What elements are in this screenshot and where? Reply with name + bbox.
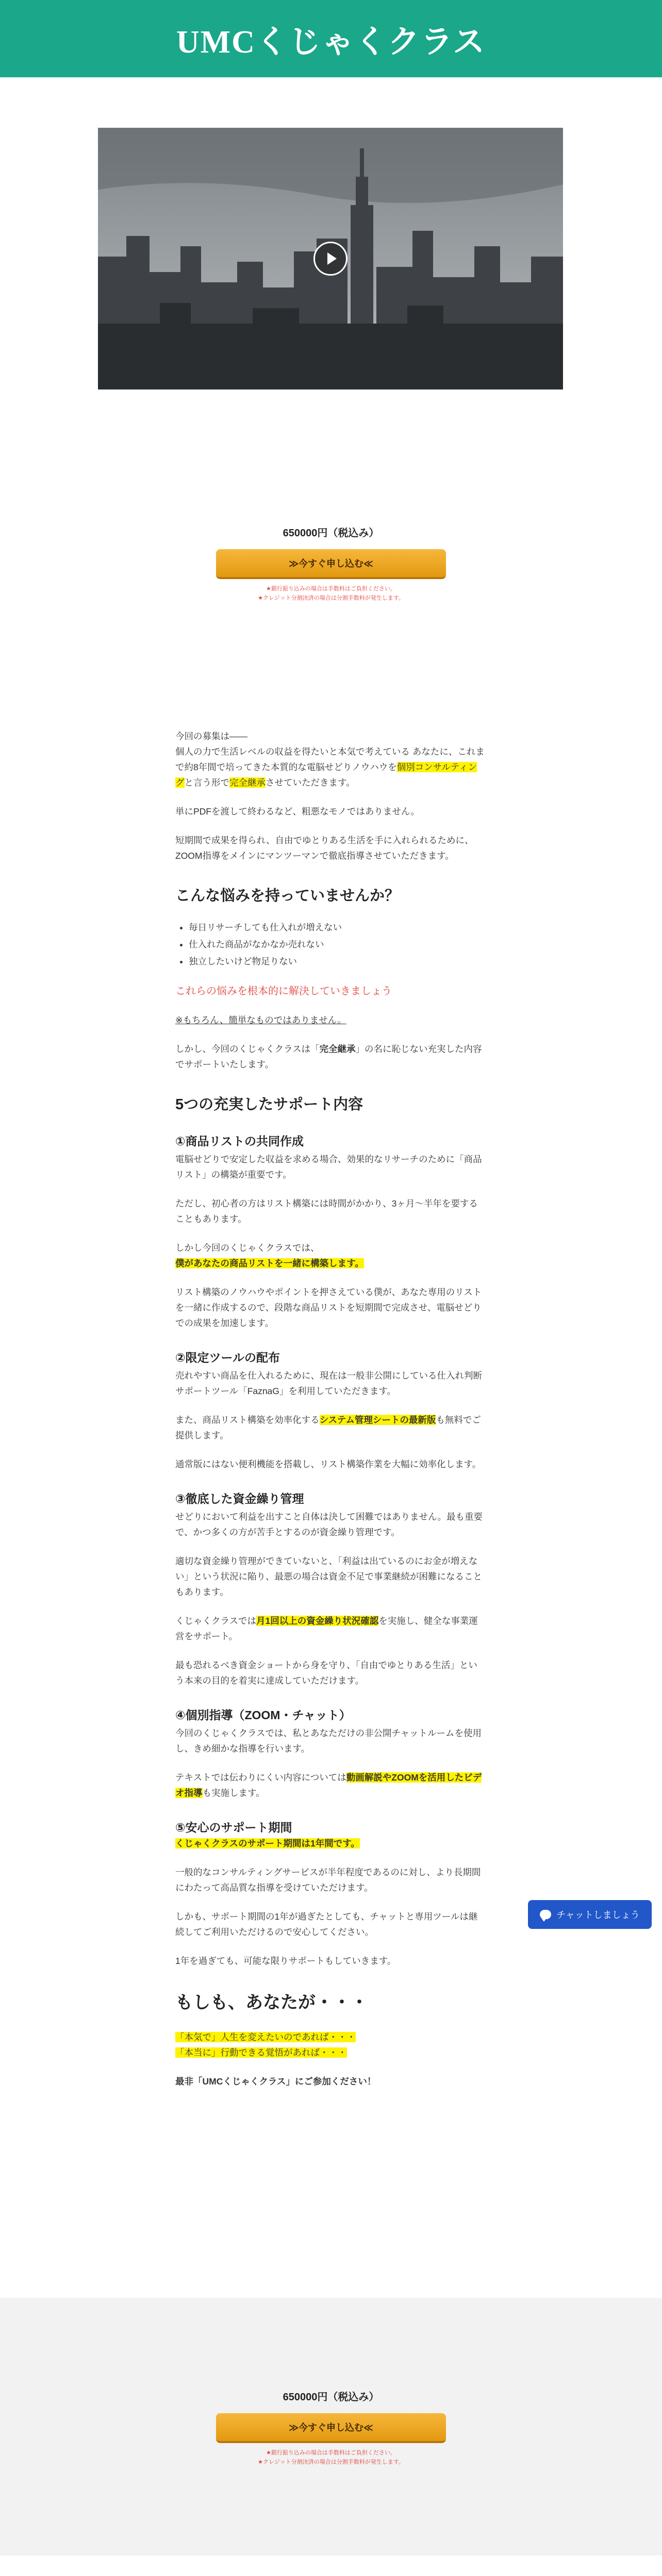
price-label: 650000円（税込み） <box>283 2392 379 2403</box>
support-5-highlight: くじゃくクラスのサポート期間は1年間です。 <box>175 1838 360 1849</box>
highlight-full-inheritance: 完全継承 <box>229 777 266 788</box>
apply-now-button[interactable]: ≫今すぐ申し込む≪ <box>216 2413 446 2443</box>
support-2-p1: 売れやすい商品を仕入れるために、現在は一般非公開にしている仕入れ判断サポートツール「FaznaG」を利用していただきます。 <box>175 1370 482 1396</box>
support-4-title: ④個別指導（ZOOM・チャット） <box>175 1708 351 1722</box>
chat-button-label: チャットしましょう <box>556 1910 640 1920</box>
list-item: • 独立したいけど物足りない <box>189 953 485 970</box>
support-3-p2: 適切な資金繰り管理ができていないと、「利益は出ているのにお金が増えない」という状況に陥り、最悪の場合は資金不足で事業継続が困難になることもあります。 <box>175 1556 482 1597</box>
support-3-title: ③徹底した資金繰り管理 <box>175 1492 304 1505</box>
five-supports-heading: 5つの充実したサポート内容 <box>175 1096 363 1113</box>
chat-button[interactable] <box>528 1900 652 1929</box>
payment-note-2: ★クレジット分割決済の場合は分割手数料が発生します。 <box>258 595 404 601</box>
solve-statement: これらの悩みを根本的に解決していきましょう <box>175 986 392 997</box>
disclaimer-line: ※もちろん、簡単なものではありません。 <box>175 1015 346 1025</box>
worries-list <box>175 919 485 970</box>
support-4-p2: テキストでは伝わりにくい内容については動画解説やZOOMを活用したビデオ指導も実施します。 <box>175 1772 482 1798</box>
intro-line-1: 今回の募集は―― <box>175 731 247 741</box>
cta-section-top <box>0 524 662 601</box>
video-player[interactable] <box>98 128 563 389</box>
list-item: • 毎日リサーチしても仕入れが増えない <box>189 919 485 936</box>
support-intro: しかし、今回のくじゃくクラスは「完全継承」の名に恥じない充実した内容でサポートいたします。 <box>175 1044 482 1070</box>
support-5-p3: 1年を過ぎても、可能な限りサポートもしていきます。 <box>175 1956 396 1966</box>
apply-now-button[interactable]: ≫今すぐ申し込む≪ <box>216 549 446 579</box>
final-call: 最非「UMCくじゃくクラス」にご参加ください！ <box>175 2076 376 2087</box>
support-5-title: ⑤安心のサポート期間 <box>175 1821 292 1834</box>
worries-heading: こんな悩みを持っていませんか？ <box>175 888 400 904</box>
support-1-p2: ただし、初心者の方はリスト構築には時間がかかり、3ヶ月〜半年を要することもあります。 <box>175 1198 478 1224</box>
payment-note-1: ★銀行振り込みの場合は手数料はご負担ください。 <box>266 2450 396 2456</box>
site-header <box>0 0 662 77</box>
support-1-p4: リスト構築のノウハウやポイントを押さえている僕が、あなた専用のリストを一緒に作成するので、段階な商品リストを短期間で完成させ、電脳せどりでの成果を加速します。 <box>175 1287 482 1328</box>
play-button[interactable] <box>313 242 347 276</box>
support-3-p3: くじゃくクラスでは月1回以上の資金繰り状況確認を実施し、健全な事業運営をサポート。 <box>175 1616 478 1641</box>
payment-note-1: ★銀行振り込みの場合は手数料はご負担ください。 <box>266 586 396 592</box>
payment-notes <box>0 2448 662 2467</box>
article-body <box>175 728 485 2103</box>
site-title: UMCくじゃくクラス <box>176 24 486 60</box>
support-4-p1: 今回のくじゃくクラスでは、私とあなただけの非公開チャットルームを使用し、きめ細かな指導を行います。 <box>175 1728 482 1754</box>
price-label: 650000円（税込み） <box>283 528 379 539</box>
play-icon <box>327 252 337 265</box>
highlight-individual-consulting: 個別コンサルティング <box>175 762 477 788</box>
list-item: • 仕入れた商品がなかなか売れない <box>189 936 485 953</box>
support-1-title: ①商品リストの共同作成 <box>175 1134 304 1148</box>
moshi-lines: 「本気で」人生を変えたいのであれば・・・ 「本当に」行動できる覚悟があれば・・・ <box>175 2032 356 2058</box>
support-2-p2: また、商品リスト構築を効率化するシステム管理シートの最新版も無料でご提供します。 <box>175 1415 481 1440</box>
moshi-heading: もしも、あなたが・・・ <box>175 1993 368 2012</box>
cta-section-bottom <box>0 2298 662 2555</box>
intro-line-3: 単にPDFを渡して終わるなど、粗悪なモノではありません。 <box>175 806 420 817</box>
payment-notes <box>0 584 662 603</box>
support-2-p3: 通常版にはない便利機能を搭載し、リスト構築作業を大幅に効率化します。 <box>175 1459 482 1469</box>
support-1-p1: 電脳せどりで安定した収益を求める場合、効果的なリサーチのために「商品リスト」の構築が重要です。 <box>175 1154 482 1180</box>
support-3-p4: 最も恐れるべき資金ショートから身を守り、「自由でゆとりある生活」という本来の目的を着実に達成していただけます。 <box>175 1660 477 1686</box>
support-5-p2: しかも、サポート期間の1年が過ぎたとしても、チャットと専用ツールは継続してご利用いただけるので安心してください。 <box>175 1911 478 1937</box>
intro-paragraph: 個人の力で生活レベルの収益を得たいと本気で考えている あなたに、これまで約8年間で培ってきた本質的な電脳せどりノウハウを個別コンサルティングと言う形で完全継承させていただきます。 <box>175 747 485 788</box>
intro-line-4: 短期間で成果を得られ、自由でゆとりある生活を手に入れられるために、ZOOM指導をメインにマンツーマンで徹底指導させていただきます。 <box>175 835 474 861</box>
payment-note-2: ★クレジット分割決済の場合は分割手数料が発生します。 <box>258 2459 404 2465</box>
support-1-p3: しかし今回のくじゃくクラスでは、 僕があなたの商品リストを一緒に構築します。 <box>175 1243 364 1268</box>
support-5-p1: 一般的なコンサルティングサービスが半年程度であるのに対し、より長期間にわたって高品質な指導を受けていただけます。 <box>175 1867 481 1893</box>
chat-bubble-icon <box>540 1910 551 1919</box>
support-2-title: ②限定ツールの配布 <box>175 1351 280 1364</box>
support-3-p1: せどりにおいて利益を出すこと自体は決して困難ではありません。最も重要で、かつ多くの方が苦手とするのが資金繰り管理です。 <box>175 1512 483 1537</box>
